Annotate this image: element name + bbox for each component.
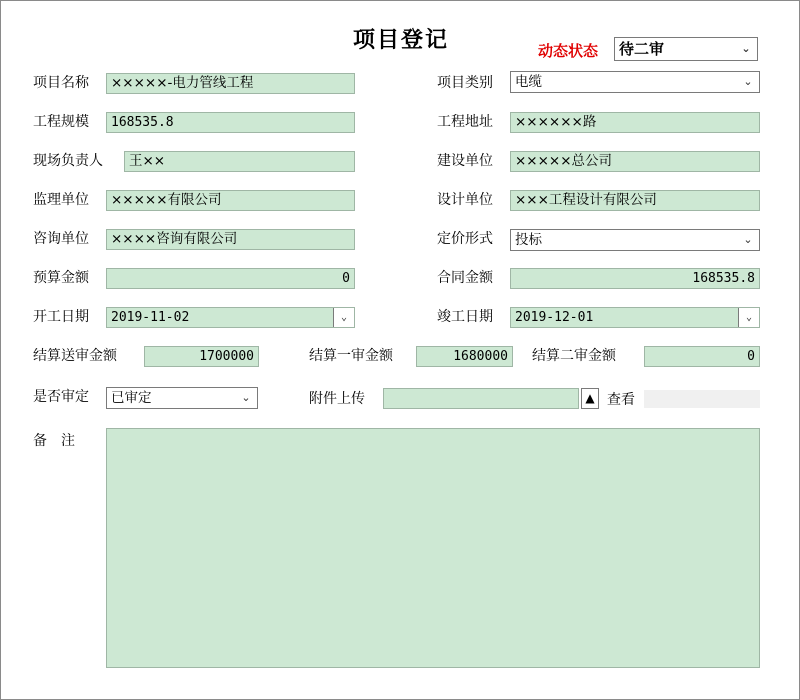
design-unit-label: 设计单位 (437, 192, 493, 208)
project-category-select[interactable] (510, 71, 760, 93)
completion-date-value: 2019-12-01 (515, 310, 594, 325)
attachment-field[interactable] (383, 388, 579, 409)
project-scale-field[interactable]: 168535.8 (106, 112, 355, 133)
pricing-form-select[interactable] (510, 229, 760, 251)
pricing-form-value: 投标 (515, 232, 542, 248)
chevron-down-icon: ⌄ (241, 391, 251, 404)
settlement-second-review-field[interactable]: 0 (644, 346, 760, 367)
status-label: 动态状态 (538, 42, 599, 60)
settlement-submitted-label: 结算送审金额 (33, 348, 117, 364)
budget-amount-label: 预算金额 (33, 270, 89, 286)
pricing-form-label: 定价形式 (437, 231, 493, 247)
project-category-value: 电缆 (515, 74, 542, 90)
project-address-field[interactable]: ××××××路 (510, 112, 760, 133)
contract-amount-label: 合同金额 (437, 270, 493, 286)
approved-select[interactable] (106, 387, 258, 409)
project-name-field[interactable]: ×××××-电力管线工程 (106, 73, 355, 94)
approved-value: 已审定 (111, 390, 152, 406)
view-link[interactable]: 查看 (607, 392, 635, 408)
construction-unit-label: 建设单位 (437, 153, 493, 169)
project-address-label: 工程地址 (437, 114, 493, 130)
completion-date-field[interactable] (510, 307, 760, 328)
view-preview-box[interactable] (644, 390, 760, 408)
construction-unit-field[interactable]: ×××××总公司 (510, 151, 760, 172)
completion-date-label: 竣工日期 (437, 309, 493, 325)
date-spinner-icon[interactable]: ⌄ (333, 308, 354, 327)
site-manager-label: 现场负责人 (33, 153, 103, 169)
project-scale-label: 工程规模 (33, 114, 89, 130)
chevron-down-icon: ⌄ (743, 233, 753, 246)
chevron-down-icon: ⌄ (743, 75, 753, 88)
approved-label: 是否审定 (33, 389, 89, 405)
settlement-second-review-label: 结算二审金额 (532, 348, 616, 364)
project-name-label: 项目名称 (33, 75, 89, 91)
contract-amount-field[interactable]: 168535.8 (510, 268, 760, 289)
supervision-unit-label: 监理单位 (33, 192, 89, 208)
settlement-submitted-field[interactable]: 1700000 (144, 346, 259, 367)
status-select[interactable] (614, 37, 758, 61)
consulting-unit-field[interactable]: ××××咨询有限公司 (106, 229, 355, 250)
form-title: 项目登记 (353, 27, 450, 53)
site-manager-field[interactable]: 王×× (124, 151, 355, 172)
start-date-label: 开工日期 (33, 309, 89, 325)
start-date-field[interactable] (106, 307, 355, 328)
settlement-first-review-label: 结算一审金额 (309, 348, 393, 364)
remarks-label: 备 注 (33, 433, 75, 449)
start-date-value: 2019-11-02 (111, 310, 190, 325)
budget-amount-field[interactable]: 0 (106, 268, 355, 289)
remarks-textarea[interactable] (106, 428, 760, 668)
status-select-value: 待二审 (619, 40, 665, 58)
attachment-label: 附件上传 (309, 391, 365, 407)
chevron-down-icon: ⌄ (741, 42, 751, 55)
design-unit-field[interactable]: ×××工程设计有限公司 (510, 190, 760, 211)
date-spinner-icon[interactable]: ⌄ (738, 308, 759, 327)
project-category-label: 项目类别 (437, 75, 493, 91)
supervision-unit-field[interactable]: ×××××有限公司 (106, 190, 355, 211)
consulting-unit-label: 咨询单位 (33, 231, 89, 247)
settlement-first-review-field[interactable]: 1680000 (416, 346, 513, 367)
upload-triangle-icon[interactable]: ▲ (581, 388, 599, 409)
